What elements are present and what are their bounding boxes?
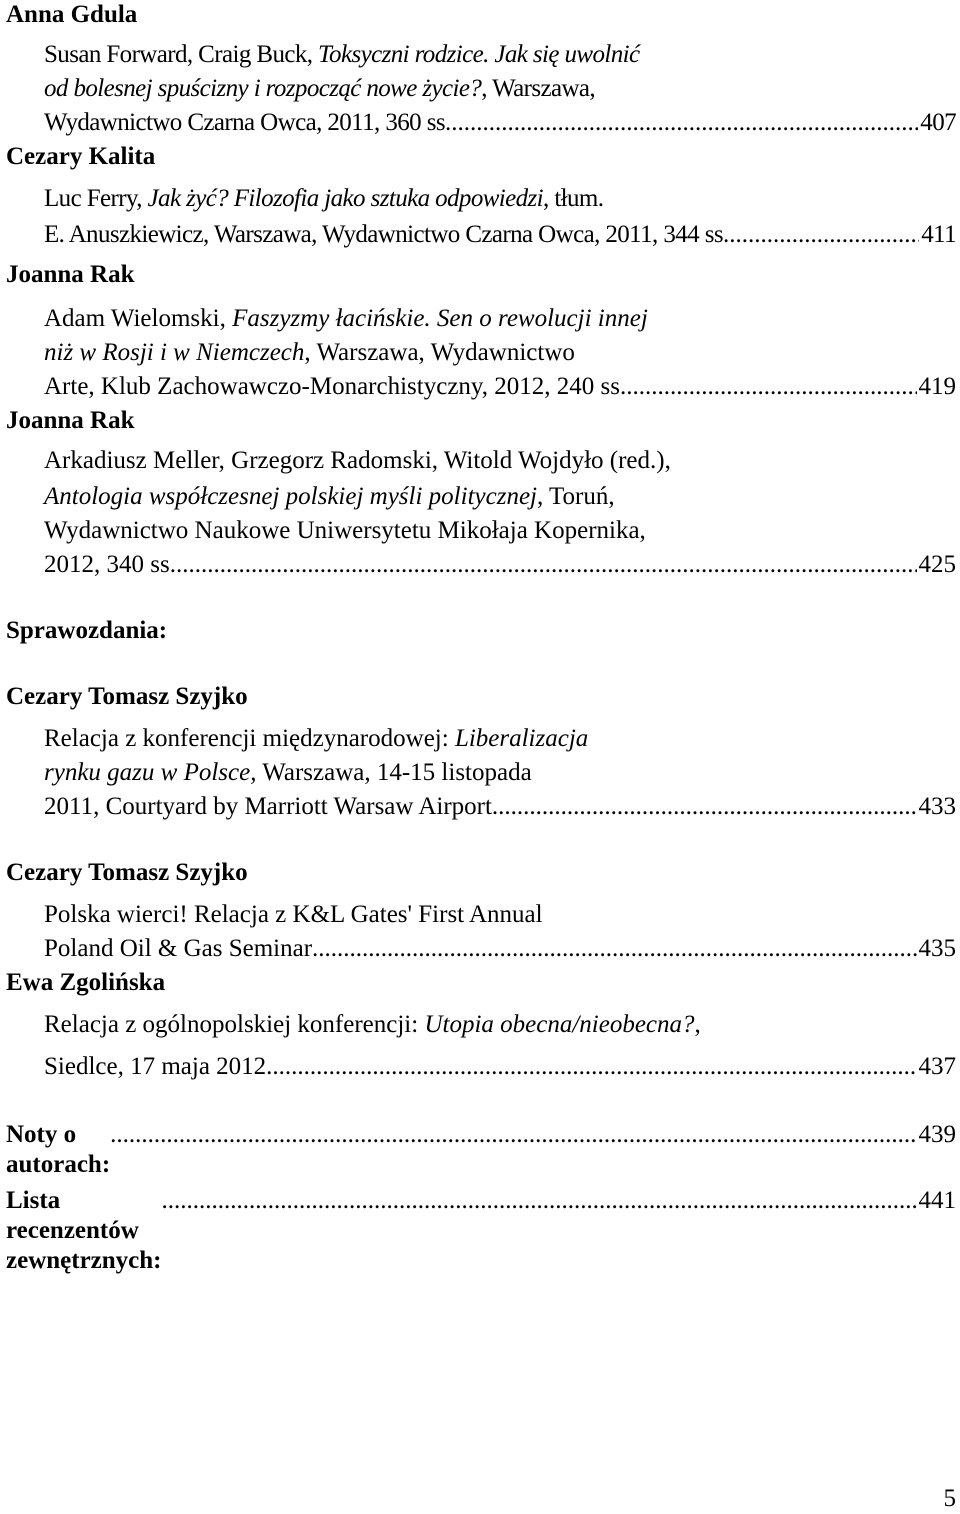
reviewers-label: Lista recenzentów zewnętrznych: [6, 1187, 162, 1274]
entry-author: Anna Gdula [6, 1, 138, 28]
entry-line: Luc Ferry, Jak żyć? Filozofia jako sztuka odpowiedzi, tłum. [44, 185, 604, 212]
entry-page: 419 [918, 373, 956, 400]
section-heading: Sprawozdania: [6, 617, 168, 644]
entry-title: Toksyczni rodzice. Jak się uwolnić [318, 41, 640, 68]
report-author: Ewa Zgolińska [6, 969, 166, 996]
entry-last-line: E. Anuszkiewicz, Warszawa, Wydawnictwo Czarna Owca, 2011, 344 ss ..... 411 [44, 220, 956, 250]
notes-row [6, 1120, 956, 1180]
report-last-line: 2011, Courtyard by Marriott Warsaw Airport ..... 433 [44, 792, 956, 822]
report-line: Polska wierci! Relacja z K&L Gates' First Annual [44, 901, 543, 928]
entry-line: Wydawnictwo Naukowe Uniwersytetu Mikołaja Kopernika, [44, 517, 646, 544]
report-line: Relacja z konferencji międzynarodowej: Liberalizacja [44, 725, 589, 752]
notes-label: Noty o autorach: [6, 1121, 111, 1178]
entry-line: niż w Rosji i w Niemczech, Warszawa, Wydawnictwo [44, 339, 575, 366]
entry-author: Joanna Rak [6, 261, 135, 288]
report-page: 437 [918, 1053, 956, 1080]
entry-line: od bolesnej spuścizny i rozpocząć nowe życie?, Warszawa, [44, 75, 596, 102]
report-page: 433 [918, 793, 956, 820]
entry-last-line: 2012, 340 ss ..... 425 [44, 550, 956, 580]
report-last-line: Poland Oil & Gas Seminar ..... 435 [44, 934, 956, 964]
entry-line: Antologia współczesnej polskiej myśli politycznej, Toruń, [44, 483, 615, 510]
report-last-line: Siedlce, 17 maja 2012 ..... 437 [44, 1052, 956, 1082]
report-author: Cezary Tomasz Szyjko [6, 683, 248, 710]
entry-line: Susan Forward, Craig Buck, Toksyczni rodzice. Jak się uwolnić [44, 41, 640, 68]
page-number: 5 [943, 1485, 956, 1512]
reviewers-page: 441 [918, 1187, 956, 1214]
report-page: 435 [918, 935, 956, 962]
report-line: rynku gazu w Polsce, Warszawa, 14-15 listopada [44, 759, 532, 786]
entry-author: Cezary Kalita [6, 143, 156, 170]
entry-author: Joanna Rak [6, 407, 135, 434]
entry-page: 407 [920, 109, 956, 136]
notes-page: 439 [918, 1121, 956, 1148]
entry-line: Arkadiusz Meller, Grzegorz Radomski, Witold Wojdyło (red.), [44, 447, 671, 474]
reviewers-row [6, 1186, 956, 1276]
entry-line: Adam Wielomski, Faszyzmy łacińskie. Sen o rewolucji innej [44, 305, 648, 332]
entry-page: 425 [918, 551, 956, 578]
report-author: Cezary Tomasz Szyjko [6, 859, 248, 886]
report-line: Relacja z ogólnopolskiej konferencji: Utopia obecna/nieobecna?, [44, 1011, 701, 1038]
entry-page: 411 [921, 221, 956, 248]
entry-last-line: Arte, Klub Zachowawczo-Monarchistyczny, 2012, 240 ss ..... 419 [44, 372, 956, 402]
entry-last-line: Wydawnictwo Czarna Owca, 2011, 360 ss ..... 407 [44, 108, 956, 138]
